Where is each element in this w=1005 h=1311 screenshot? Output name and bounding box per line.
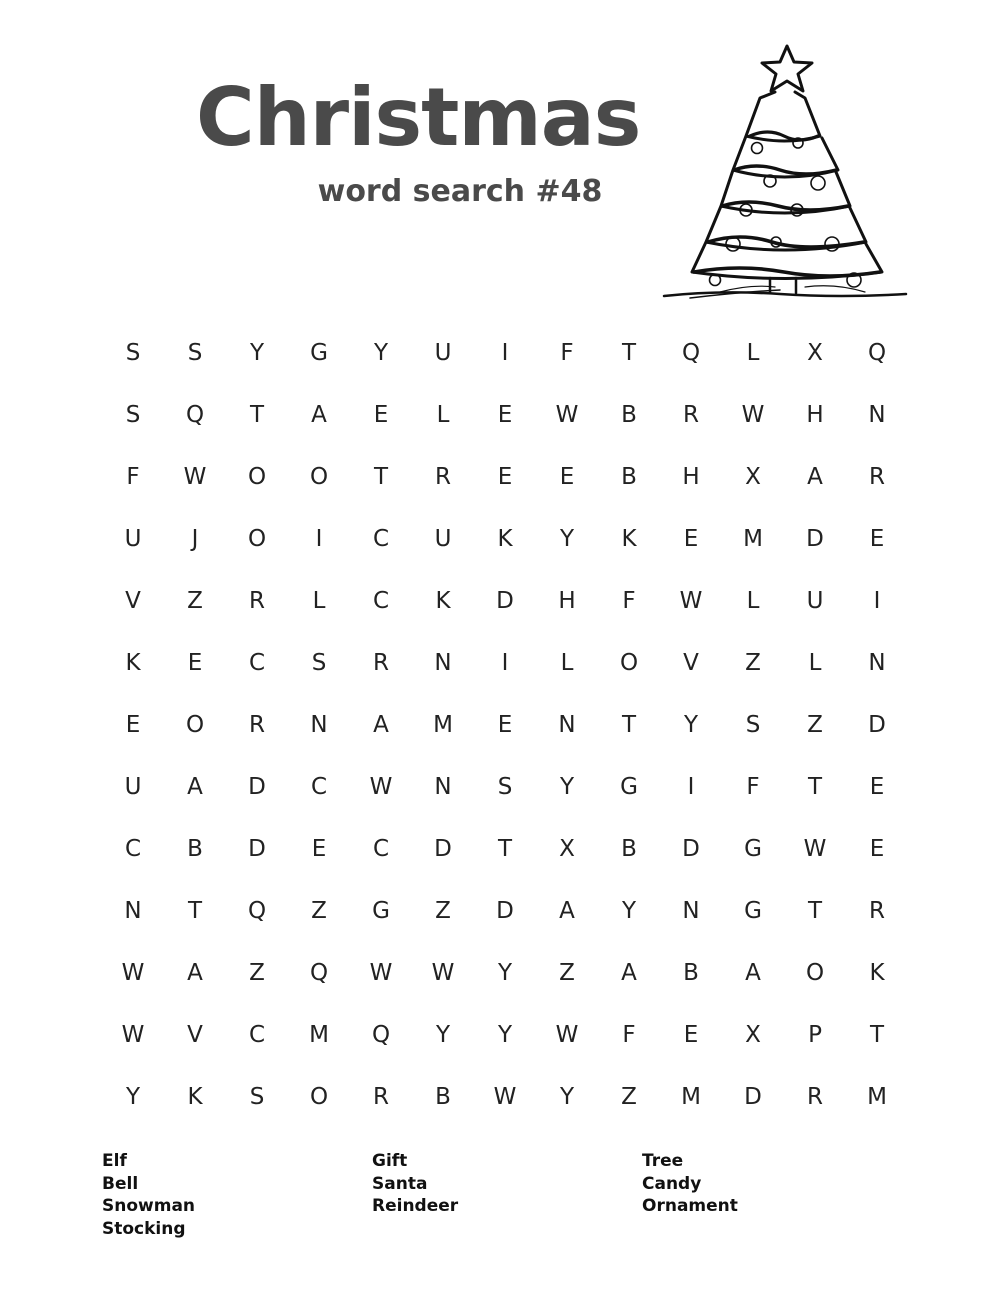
grid-cell: C: [248, 650, 266, 676]
grid-cell: R: [373, 650, 389, 676]
grid-cell: L: [808, 650, 822, 676]
grid-cell: D: [868, 712, 886, 738]
grid-cell: L: [436, 402, 450, 428]
grid-cell: M: [681, 1084, 701, 1110]
grid-cell: O: [247, 526, 267, 552]
grid-cell: N: [868, 402, 886, 428]
grid-cell: X: [559, 836, 575, 862]
grid-cell: G: [372, 898, 390, 924]
grid-cell: E: [187, 650, 203, 676]
grid-cell: N: [434, 650, 452, 676]
grid-cell: B: [683, 960, 699, 986]
grid-cell: S: [497, 774, 513, 800]
grid-cell: Y: [559, 1084, 575, 1110]
grid-cell: G: [744, 836, 762, 862]
grid-cell: T: [373, 464, 389, 490]
grid-cell: R: [683, 402, 699, 428]
grid-cell: E: [869, 774, 885, 800]
grid-cell: Y: [559, 774, 575, 800]
grid-cell: K: [621, 526, 637, 552]
grid-cell: W: [741, 402, 765, 428]
word-list-column-1: [102, 1150, 372, 1240]
grid-cell: M: [867, 1084, 887, 1110]
grid-cell: T: [621, 712, 637, 738]
grid-cell: S: [187, 340, 203, 366]
page-subtitle: word search #48: [317, 174, 603, 209]
word-item: Bell: [102, 1173, 139, 1194]
grid-cell: X: [745, 464, 761, 490]
grid-cell: R: [249, 588, 265, 614]
grid-cell: S: [249, 1084, 265, 1110]
grid-cell: C: [372, 836, 390, 862]
grid-cell: Y: [559, 526, 575, 552]
grid-cell: B: [621, 836, 637, 862]
grid-cell: Y: [497, 960, 513, 986]
grid-cell: F: [622, 1022, 636, 1048]
grid-cell: G: [744, 898, 762, 924]
grid-cell: H: [682, 464, 700, 490]
word-item: Tree: [642, 1151, 684, 1171]
grid-cell: Z: [807, 712, 823, 738]
grid-cell: K: [497, 526, 513, 552]
word-list: [102, 1150, 922, 1240]
grid-cell: L: [746, 340, 760, 366]
grid-cell: S: [745, 712, 761, 738]
grid-cell: C: [248, 1022, 266, 1048]
grid-cell: A: [187, 960, 203, 986]
grid-cell: U: [124, 774, 142, 800]
page-title: Christmas: [196, 71, 641, 164]
grid-cell: R: [373, 1084, 389, 1110]
grid-cell: F: [126, 464, 140, 490]
grid-cell: W: [803, 836, 827, 862]
grid-cell: F: [622, 588, 636, 614]
grid-cell: O: [185, 712, 205, 738]
grid-cell: Z: [249, 960, 265, 986]
grid-cell: U: [434, 526, 452, 552]
grid-cell: L: [560, 650, 574, 676]
word-list-column-2: [372, 1150, 642, 1240]
grid-cell: E: [125, 712, 141, 738]
grid-cell: U: [434, 340, 452, 366]
grid-cell: L: [312, 588, 326, 614]
grid-cell: B: [621, 464, 637, 490]
grid-cell: Y: [125, 1084, 141, 1110]
word-item: Gift: [372, 1151, 408, 1171]
grid-cell: Q: [867, 340, 887, 366]
grid-cell: W: [679, 588, 703, 614]
grid-cell: T: [497, 836, 513, 862]
grid-cell: X: [807, 340, 823, 366]
grid-cell: D: [806, 526, 824, 552]
grid-cell: W: [431, 960, 455, 986]
grid-cell: K: [125, 650, 141, 676]
grid-cell: A: [745, 960, 761, 986]
grid-cell: P: [808, 1022, 822, 1048]
grid-cell: E: [869, 526, 885, 552]
grid-cell: S: [311, 650, 327, 676]
grid-cell: A: [373, 712, 389, 738]
grid-cell: R: [869, 898, 885, 924]
grid-cell: K: [435, 588, 451, 614]
grid-cell: W: [493, 1084, 517, 1110]
word-item: Reindeer: [372, 1196, 459, 1216]
grid-cell: T: [621, 340, 637, 366]
grid-cell: C: [372, 526, 390, 552]
grid-cell: Y: [683, 712, 699, 738]
grid-cell: O: [309, 1084, 329, 1110]
grid-cell: T: [869, 1022, 885, 1048]
grid-cell: I: [315, 526, 323, 552]
grid-cell: U: [124, 526, 142, 552]
grid-cell: I: [873, 588, 881, 614]
grid-cell: W: [555, 402, 579, 428]
grid-cell: I: [501, 340, 509, 366]
grid-cell: Q: [309, 960, 329, 986]
grid-cell: V: [125, 588, 141, 614]
grid-cell: J: [191, 526, 199, 552]
grid-cell: W: [183, 464, 207, 490]
grid-cell: K: [187, 1084, 203, 1110]
grid-cell: E: [311, 836, 327, 862]
grid-cell: Y: [435, 1022, 451, 1048]
grid-cell: A: [807, 464, 823, 490]
grid-cell: X: [745, 1022, 761, 1048]
grid-cell: W: [555, 1022, 579, 1048]
grid-cell: H: [806, 402, 824, 428]
grid-cell: W: [121, 1022, 145, 1048]
grid-cell: Y: [249, 340, 265, 366]
grid-cell: Z: [311, 898, 327, 924]
grid-cell: D: [248, 836, 266, 862]
grid-cell: H: [558, 588, 576, 614]
grid-cell: S: [125, 402, 141, 428]
grid-cell: O: [247, 464, 267, 490]
grid-cell: S: [125, 340, 141, 366]
grid-cell: B: [621, 402, 637, 428]
grid-cell: C: [310, 774, 328, 800]
grid-cell: W: [369, 774, 393, 800]
word-item: Stocking: [102, 1218, 186, 1239]
grid-cell: Y: [497, 1022, 513, 1048]
grid-cell: R: [869, 464, 885, 490]
grid-cell: D: [496, 588, 514, 614]
grid-cell: N: [434, 774, 452, 800]
grid-cell: W: [121, 960, 145, 986]
grid-cell: D: [248, 774, 266, 800]
grid-cell: C: [372, 588, 390, 614]
word-item: Santa: [372, 1173, 428, 1194]
letter-grid: [102, 322, 908, 1128]
grid-cell: C: [124, 836, 142, 862]
grid-cell: V: [683, 650, 699, 676]
grid-cell: U: [806, 588, 824, 614]
grid-cell: E: [559, 464, 575, 490]
grid-cell: A: [311, 402, 327, 428]
word-list-column-3: [642, 1150, 912, 1240]
grid-cell: N: [124, 898, 142, 924]
grid-cell: D: [682, 836, 700, 862]
christmas-tree-icon: [660, 40, 910, 308]
grid-cell: M: [309, 1022, 329, 1048]
grid-cell: T: [807, 774, 823, 800]
grid-cell: L: [746, 588, 760, 614]
grid-cell: Z: [435, 898, 451, 924]
grid-cell: Y: [373, 340, 389, 366]
grid-cell: O: [309, 464, 329, 490]
grid-cell: B: [187, 836, 203, 862]
grid-cell: D: [744, 1084, 762, 1110]
grid-cell: V: [187, 1022, 203, 1048]
grid-cell: R: [249, 712, 265, 738]
grid-cell: I: [501, 650, 509, 676]
grid-cell: N: [868, 650, 886, 676]
word-item: Ornament: [642, 1196, 738, 1216]
grid-cell: O: [805, 960, 825, 986]
grid-cell: T: [187, 898, 203, 924]
word-item: Candy: [642, 1173, 702, 1194]
grid-cell: Q: [371, 1022, 391, 1048]
grid-cell: A: [559, 898, 575, 924]
grid-cell: M: [743, 526, 763, 552]
grid-cell: W: [369, 960, 393, 986]
grid-cell: N: [310, 712, 328, 738]
grid-cell: G: [620, 774, 638, 800]
grid-cell: B: [435, 1084, 451, 1110]
grid-cell: E: [373, 402, 389, 428]
grid-cell: E: [683, 1022, 699, 1048]
grid-cell: K: [869, 960, 885, 986]
grid-cell: E: [869, 836, 885, 862]
grid-cell: E: [497, 464, 513, 490]
grid-cell: N: [682, 898, 700, 924]
word-item: Elf: [102, 1151, 127, 1171]
grid-cell: O: [619, 650, 639, 676]
grid-cell: Q: [185, 402, 205, 428]
grid-cell: D: [434, 836, 452, 862]
grid-cell: R: [435, 464, 451, 490]
grid-cell: A: [621, 960, 637, 986]
grid-cell: Y: [621, 898, 637, 924]
grid-cell: Q: [247, 898, 267, 924]
grid-cell: F: [560, 340, 574, 366]
grid-cell: Z: [745, 650, 761, 676]
grid-cell: G: [310, 340, 328, 366]
grid-cell: E: [497, 712, 513, 738]
word-item: Snowman: [102, 1196, 196, 1216]
grid-cell: A: [187, 774, 203, 800]
grid-cell: Z: [187, 588, 203, 614]
grid-cell: Z: [559, 960, 575, 986]
grid-cell: M: [433, 712, 453, 738]
grid-cell: I: [687, 774, 695, 800]
grid-cell: T: [249, 402, 265, 428]
grid-cell: T: [807, 898, 823, 924]
grid-cell: N: [558, 712, 576, 738]
grid-cell: Z: [621, 1084, 637, 1110]
grid-cell: Q: [681, 340, 701, 366]
grid-cell: F: [746, 774, 760, 800]
grid-cell: R: [807, 1084, 823, 1110]
grid-cell: D: [496, 898, 514, 924]
grid-cell: E: [683, 526, 699, 552]
grid-cell: E: [497, 402, 513, 428]
